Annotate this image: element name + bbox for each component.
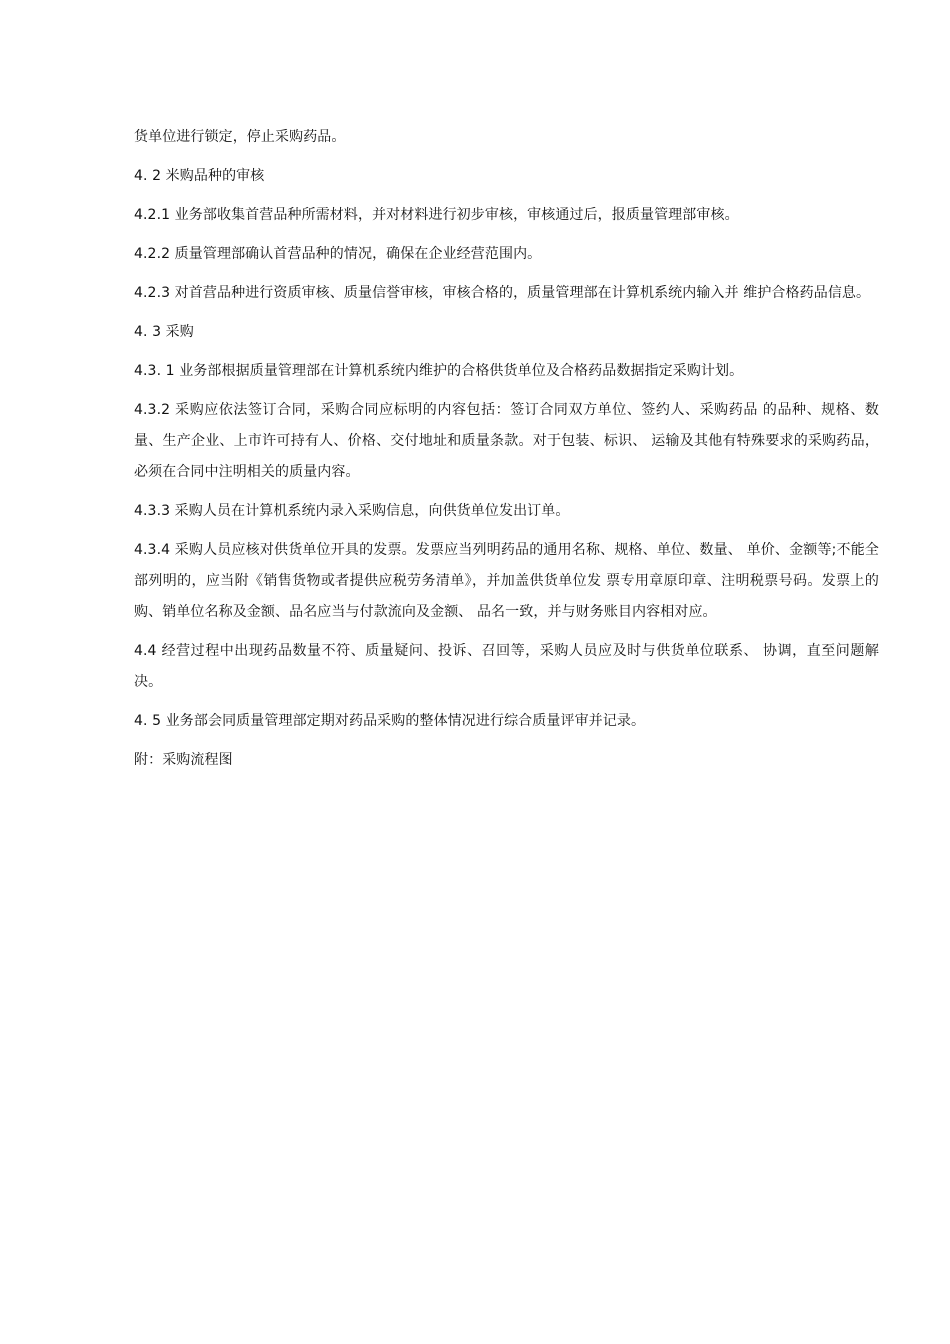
paragraph-4-3-3: 4.3.3 采购人员在计算机系统内录入采购信息，向供货单位发出订单。 [134,503,570,519]
paragraph-continuation: 货单位进行锁定，停止采购药品。 [134,129,346,145]
appendix-note: 附：采购流程图 [134,752,233,768]
paragraph-4-2-2: 4.2.2 质量管理部确认首营品种的情况，确保在企业经营范围内。 [134,246,542,262]
paragraph-4-2-1: 4.2.1 业务部收集首营品种所需材料，并对材料进行初步审核，审核通过后，报质量管理部审核。 [134,207,739,223]
paragraph-4-3-4: 4.3.4 采购人员应核对供货单位开具的发票。发票应当列明药品的通用名称、规格、单位、数量、 单价、金额等;不能全部列明的，应当附《销售货物或者提供应税劳务清单》，并加盖供货单位发 票专用章原印章、注明税票号码。发票上的购、销单位名称及金额、品名应当与付款流向及金额、 品名一致，并与财务账目内容相对应。 [134,542,879,620]
paragraph-4-5: 4. 5 业务部会同质量管理部定期对药品采购的整体情况进行综合质量评审并记录。 [134,713,646,729]
paragraph-4-3-1: 4.3. 1 业务部根据质量管理部在计算机系统内维护的合格供货单位及合格药品数据指定采购计划。 [134,363,744,379]
paragraph-4-3-2: 4.3.2 采购应依法签订合同，采购合同应标明的内容包括：签订合同双方单位、签约人、采购药品 的品种、规格、数量、生产企业、上市许可持有人、价格、交付地址和质量条款。对于包装、标识、 运输及其他有特殊要求的采购药品，必须在合同中注明相关的质量内容。 [134,402,879,480]
section-heading-4-2: 4. 2 米购品种的审核 [134,168,265,184]
document-body [134,122,879,784]
paragraph-4-4: 4.4 经营过程中出现药品数量不符、质量疑问、投诉、召回等，采购人员应及时与供货单位联系、 协调，直至问题解决。 [134,643,879,690]
paragraph-4-2-3: 4.2.3 对首营品种进行资质审核、质量信誉审核，审核合格的，质量管理部在计算机系统内输入并 维护合格药品信息。 [134,285,871,301]
section-heading-4-3: 4. 3 采购 [134,324,194,340]
